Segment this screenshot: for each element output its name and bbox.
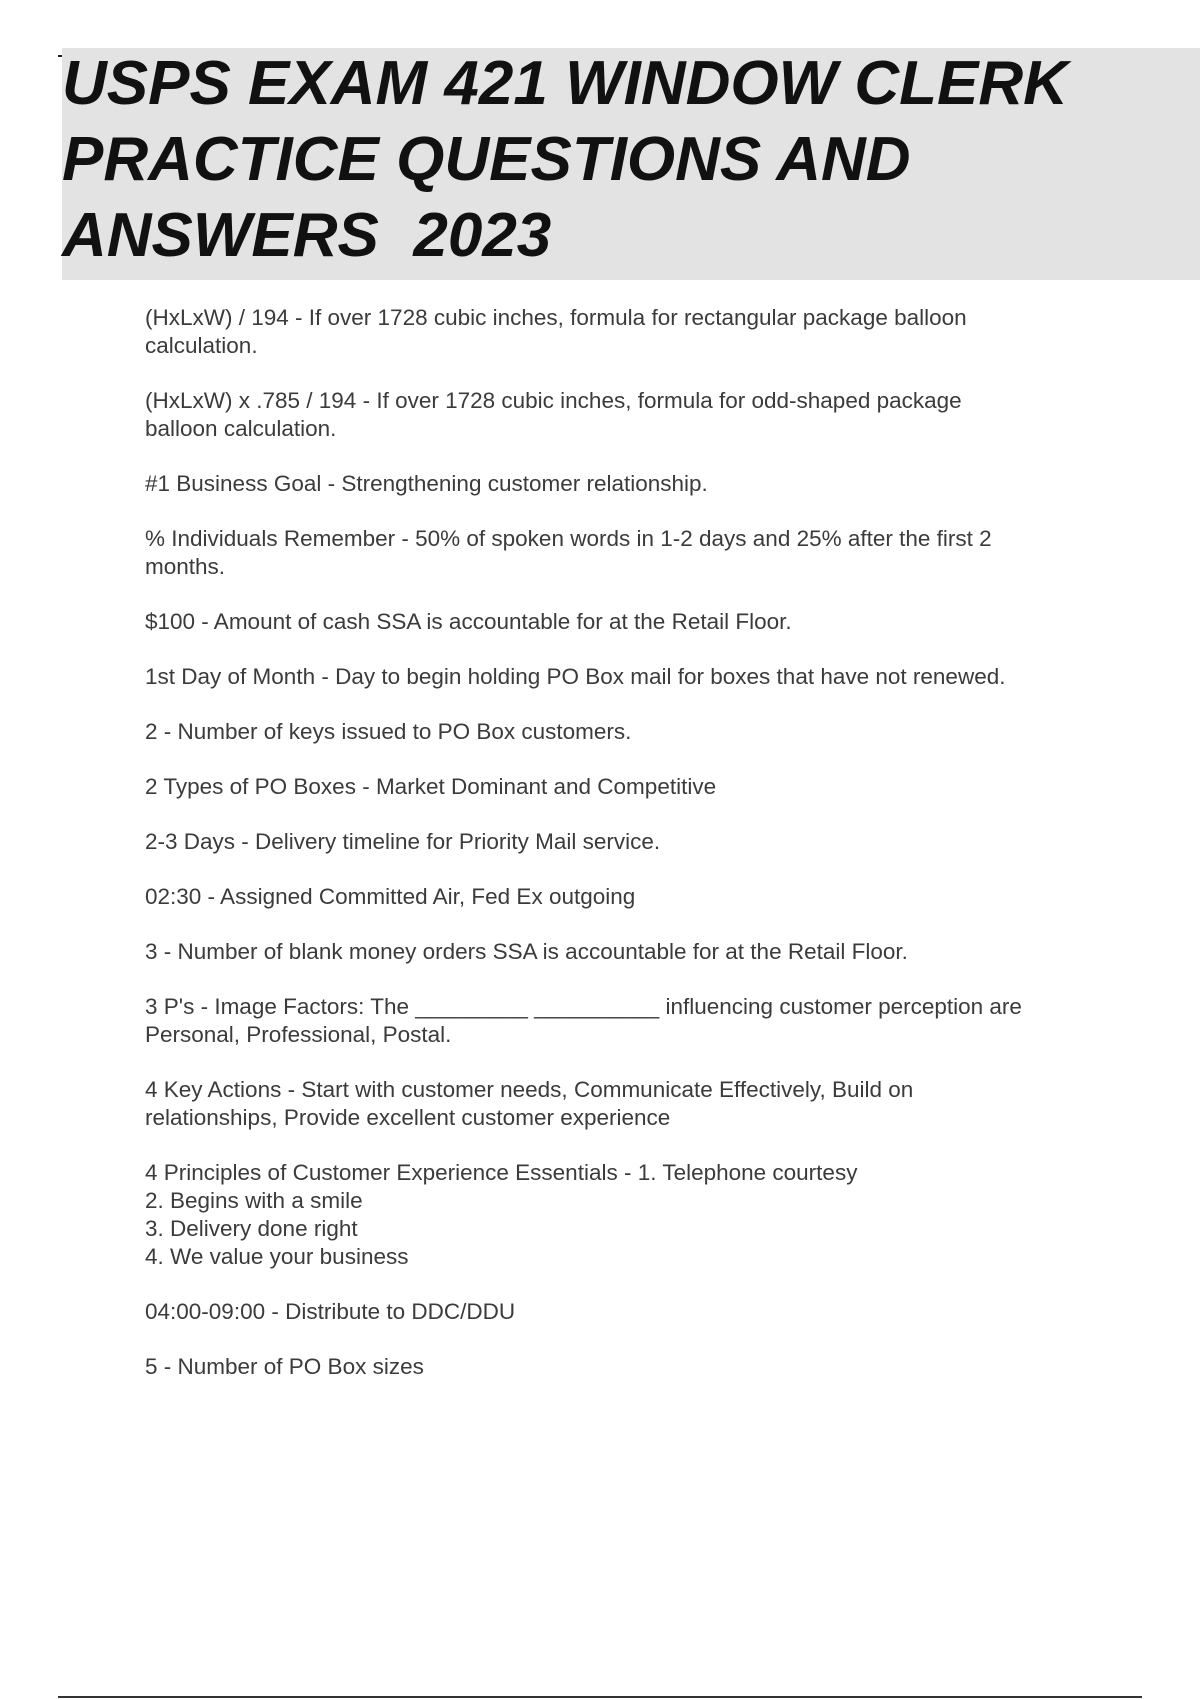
qa-entry-line: relationships, Provide excellent customer experience [145, 1105, 671, 1130]
qa-entry-line: 1st Day of Month - Day to begin holding PO Box mail for boxes that have not renewed. [145, 664, 1006, 689]
qa-entry-list [145, 304, 1105, 1408]
qa-entry [145, 470, 1105, 498]
qa-entry [145, 608, 1105, 636]
qa-entry-line: 5 - Number of PO Box sizes [145, 1354, 424, 1379]
qa-entry-line: 3 - Number of blank money orders SSA is accountable for at the Retail Floor. [145, 939, 908, 964]
qa-entry-line: 02:30 - Assigned Committed Air, Fed Ex outgoing [145, 884, 636, 909]
qa-entry [145, 525, 1105, 581]
qa-entry-line: (HxLxW) / 194 - If over 1728 cubic inches, formula for rectangular package balloon [145, 305, 967, 330]
qa-entry-line: 04:00-09:00 - Distribute to DDC/DDU [145, 1299, 516, 1324]
qa-entry [145, 1298, 1105, 1326]
qa-entry-line: balloon calculation. [145, 416, 337, 441]
qa-entry [145, 304, 1105, 360]
qa-entry [145, 883, 1105, 911]
qa-entry-line: 4 Key Actions - Start with customer needs, Communicate Effectively, Build on [145, 1077, 914, 1102]
qa-entry-line: 3. Delivery done right [145, 1216, 358, 1241]
qa-entry-line: (HxLxW) x .785 / 194 - If over 1728 cubic inches, formula for odd-shaped package [145, 388, 962, 413]
qa-entry-line: 2 Types of PO Boxes - Market Dominant and Competitive [145, 774, 717, 799]
qa-entry-line: 4. We value your business [145, 1244, 409, 1269]
qa-entry-line: 3 P's - Image Factors: The _________ __________ influencing customer perception are [145, 994, 1022, 1019]
qa-entry [145, 773, 1105, 801]
qa-entry-line: months. [145, 554, 226, 579]
qa-entry-line: 2-3 Days - Delivery timeline for Priority Mail service. [145, 829, 661, 854]
document-title [62, 46, 1182, 274]
qa-entry [145, 1076, 1105, 1132]
qa-entry-line: 2 - Number of keys issued to PO Box customers. [145, 719, 632, 744]
qa-entry [145, 663, 1105, 691]
footer-divider [58, 1696, 1142, 1698]
qa-entry [145, 387, 1105, 443]
qa-entry-line: calculation. [145, 333, 258, 358]
qa-entry-line: $100 - Amount of cash SSA is accountable for at the Retail Floor. [145, 609, 792, 634]
qa-entry [145, 828, 1105, 856]
qa-entry [145, 718, 1105, 746]
title-line-3: ANSWERS 2023 [62, 201, 552, 270]
qa-entry [145, 1353, 1105, 1381]
qa-entry-line: 2. Begins with a smile [145, 1188, 363, 1213]
qa-entry [145, 938, 1105, 966]
qa-entry [145, 1159, 1105, 1271]
qa-entry-line: 4 Principles of Customer Experience Essentials - 1. Telephone courtesy [145, 1160, 858, 1185]
qa-entry-line: #1 Business Goal - Strengthening customer relationship. [145, 471, 708, 496]
qa-entry-line: % Individuals Remember - 50% of spoken words in 1-2 days and 25% after the first 2 [145, 526, 992, 551]
qa-entry-line: Personal, Professional, Postal. [145, 1022, 452, 1047]
qa-entry [145, 993, 1105, 1049]
title-line-1: USPS EXAM 421 WINDOW CLERK [62, 49, 1068, 118]
title-line-2: PRACTICE QUESTIONS AND [62, 125, 911, 194]
